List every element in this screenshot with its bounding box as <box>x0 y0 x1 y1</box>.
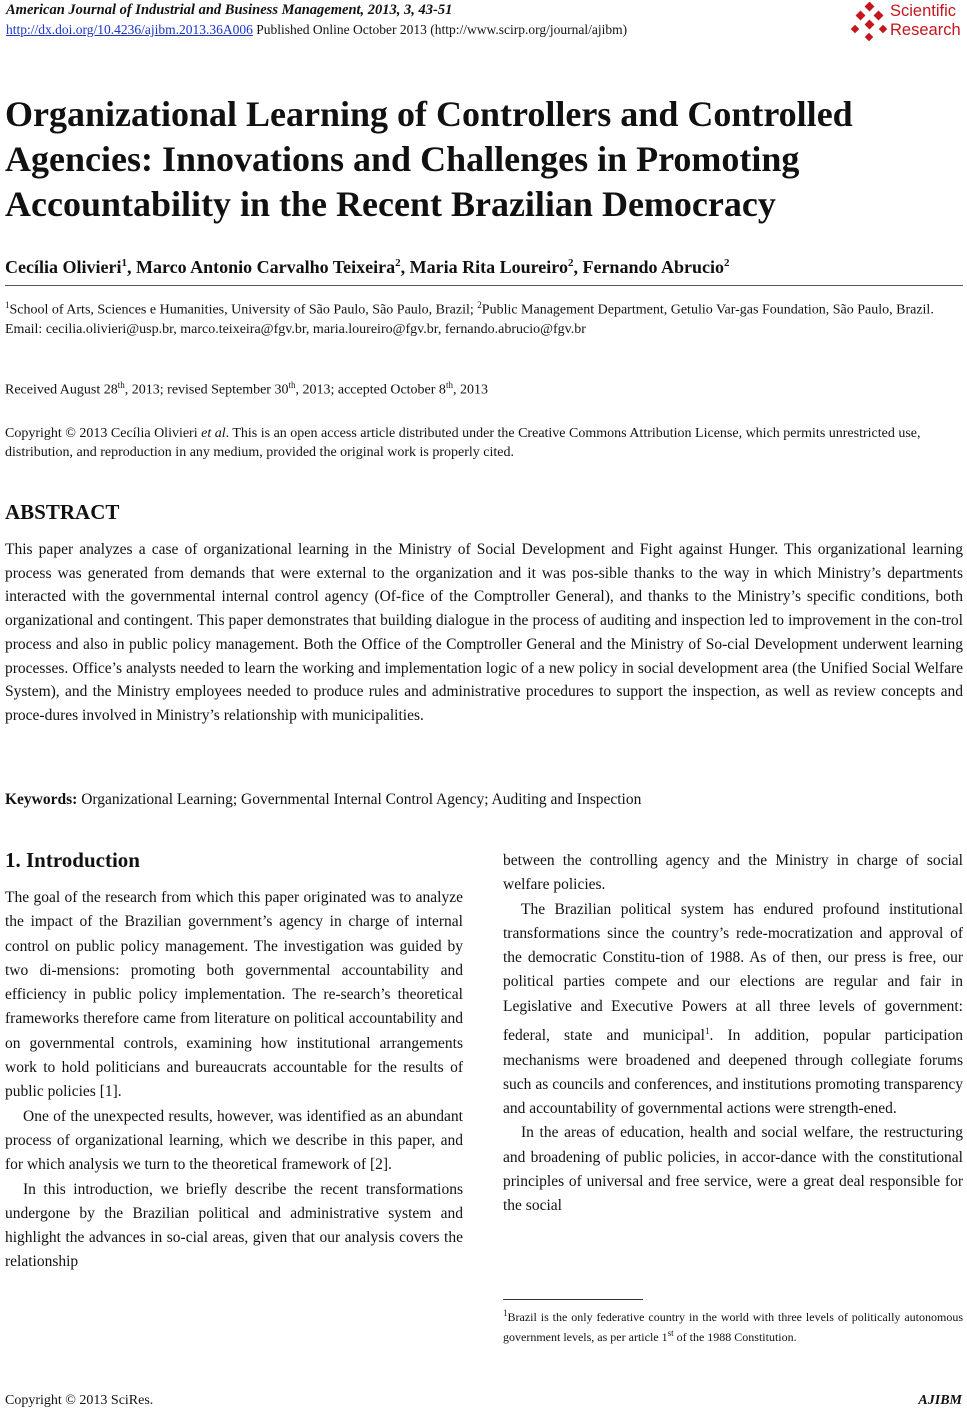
paragraph: between the controlling agency and the Ministry in charge of social welfare policies. <box>503 852 963 894</box>
logo-mark-icon <box>850 2 890 46</box>
copyright-text: Copyright © 2013 Cecília Olivieri <box>5 426 202 441</box>
received-date: Received August 28 <box>5 382 118 398</box>
journal-volume: , 2013, 3, 43-51 <box>360 2 453 18</box>
author-list <box>5 257 729 278</box>
ordinal-suffix: st <box>667 1328 674 1338</box>
section-heading-introduction: 1. Introduction <box>5 848 140 872</box>
author-affiliation-mark: 2 <box>567 257 574 269</box>
footer-copyright: Copyright © 2013 SciRes. <box>5 1393 154 1408</box>
author-separator: , <box>573 257 583 277</box>
et-al: et al <box>201 426 226 441</box>
author-affiliation-mark: 2 <box>723 257 730 269</box>
author-name: Cecília Olivieri <box>5 257 122 277</box>
paragraph: One of the unexpected results, however, was identified as an abundant process of organizational learning, which we describe in this paper, and for which analysis we turn to the theoretical framework of [2]. <box>5 1107 463 1174</box>
footnote-text: Brazil is the only federative country in the world with three levels of politically autonomous government levels, as per article 1 <box>503 1310 963 1344</box>
author-name: Fernando Abrucio <box>582 257 724 277</box>
scientific-research-logo <box>850 2 965 46</box>
paragraph: The goal of the research from which this paper originated was to analyze the impact of the Brazilian government’s agency in charge of internal control on public policy management. The investigation was guided by two di-mensions: promoting both governmental accountability and efficiency in public policy implementation. The re-search’s theoretical frameworks therefore came from literature on political accountability and on governmental controls, examining how institutional arrangements work to hold politicians and bureaucrats accountable for the results of public policies [1]. <box>5 889 463 1101</box>
revised-date: , 2013; revised September 30 <box>124 382 289 398</box>
ordinal-suffix: th <box>445 380 453 390</box>
paragraph <box>503 898 963 1122</box>
logo-text <box>890 2 961 40</box>
ordinal-suffix: th <box>117 380 125 390</box>
affiliation-mark: 2 <box>477 300 482 310</box>
footnote <box>503 1305 963 1345</box>
journal-name: American Journal of Industrial and Business Management <box>6 2 361 18</box>
author-affiliation-mark: 1 <box>121 257 127 269</box>
logo-text-line2: Research <box>890 21 961 39</box>
paper-title: Organizational Learning of Controllers and Controlled Agencies: Innovations and Challenges in Promoting Accountability in the Recent Brazilian Democracy <box>5 94 853 224</box>
doi-line <box>6 22 627 38</box>
published-note: Published Online October 2013 (http://www.scirp.org/journal/ajibm) <box>252 22 628 37</box>
paragraph: In this introduction, we briefly describe the recent transformations undergone by the Brazilian political and administrative system and highlight the advances in so-cial areas, given that our analysis covers the relationship <box>5 1180 463 1271</box>
left-column <box>5 886 463 1275</box>
author-separator: , <box>126 257 136 277</box>
keywords-label: Keywords: <box>5 791 78 808</box>
received-year: , 2013 <box>452 382 488 398</box>
affiliation-2: Public Management Department, Getulio Var-gas Foundation, São Paulo, Brazil. <box>481 302 934 318</box>
affiliation-text <box>5 296 963 320</box>
author-affiliation-mark: 2 <box>395 257 401 269</box>
affiliation-mark: 1 <box>5 300 10 310</box>
abstract-body: This paper analyzes a case of organizational learning in the Ministry of Social Development and Fight against Hunger. This organizational learning process was generated from demands that were external to the organization and it was pos-sible thanks to the way in which Ministry’s departments interacted with the governmental internal control agency (Of-fice of the Comptroller General), and thanks to the Ministry’s specific conditions, both organizational and contingent. This paper demonstrates that building dialogue in the process of auditing and inspection led to improvement in the con-trol process and also in public policy management. Both the Office of the Comptroller General and the Ministry of So-cial Development underwent learning processes. Office’s analysts needed to learn the working and implementation logic of a new policy in social development area (the Unified Social Welfare System), and the Ministry employees needed to produce rules and administrative procedures to support the inspection, as well as review concepts and proce-dures involved in Ministry’s relationship with municipalities. <box>5 541 963 724</box>
license-text: . This is an open access article distributed under the Creative Commons Attribution License, which permits unrestricted use, distribution, and reproduction in any medium, provided the original work is properly cited. <box>5 426 921 460</box>
author-divider <box>5 285 963 286</box>
footnote-text: of the 1988 Constitution. <box>673 1330 797 1344</box>
paragraph: In the areas of education, health and social welfare, the restructuring and broadening of public policies, in accor-dance with the constitutional principles of universal and free service, were a great deal responsible for the social <box>503 1124 963 1215</box>
keywords <box>5 791 963 809</box>
copyright-notice <box>5 424 963 462</box>
accepted-date: , 2013; accepted October 8 <box>295 382 446 398</box>
received-dates <box>5 380 488 399</box>
author-separator: , <box>400 257 410 277</box>
footnote-mark: 1 <box>704 1026 710 1037</box>
ordinal-suffix: th <box>288 380 296 390</box>
journal-header <box>6 2 452 19</box>
paragraph-text: . In addition, popular participation mechanisms were broadened and deepened through collegiate forums such as councils and conferences, and institutions promoting transparency and accountability of governmental actions were strength-ened. <box>503 1027 964 1118</box>
author-name: Maria Rita Loureiro <box>409 257 568 277</box>
footer-journal-abbrev: AJIBM <box>918 1393 962 1408</box>
footnote-divider <box>503 1299 643 1300</box>
footnote-number: 1 <box>503 1308 508 1318</box>
affiliations <box>5 296 963 339</box>
abstract-heading: ABSTRACT <box>5 500 120 524</box>
logo-text-line1: Scientific <box>890 2 957 20</box>
paragraph-text: The Brazilian political system has endured profound institutional transformations since the country’s rede-mocratization and approval of the democratic Constitu-tion of 1988. As of then, our press is free, our political parties compete and our elections are regular and fair in Legislative and Executive Powers at all three levels of government: federal, state and municipal <box>503 900 963 1045</box>
affiliation-1: School of Arts, Sciences e Humanities, University of São Paulo, São Paulo, Brazil; <box>9 302 478 318</box>
doi-link[interactable]: http://dx.doi.org/10.4236/ajibm.2013.36A006 <box>6 22 253 37</box>
right-column <box>503 849 963 1219</box>
keywords-list: Organizational Learning; Governmental Internal Control Agency; Auditing and Inspection <box>77 791 642 808</box>
author-name: Marco Antonio Carvalho Teixeira <box>135 257 396 277</box>
email-line: Email: cecilia.olivieri@usp.br, marco.teixeira@fgv.br, maria.loureiro@fgv.br, fernando.abrucio@fgv.br <box>5 321 586 337</box>
